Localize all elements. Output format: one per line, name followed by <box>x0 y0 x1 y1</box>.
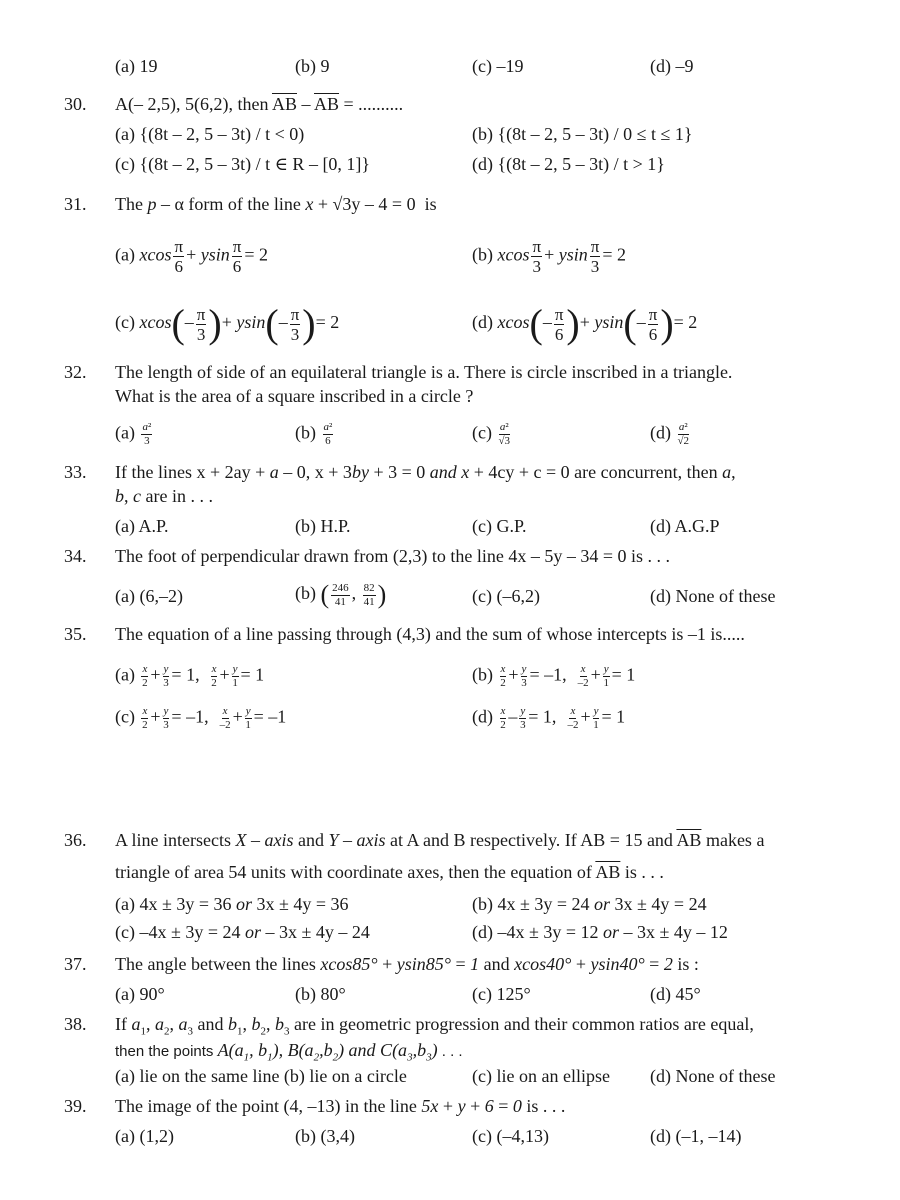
q38-question-line2: then the points $A(a_1$, $b_1$), $B(a_2,b_2)$ and $C(a_3,b_3)$ . . . <box>115 1040 463 1064</box>
q32-option-c: (c) $\frac{\text{a²}}{√3}$ <box>472 421 511 447</box>
q39-option-c: (c) (–4,13) <box>472 1126 549 1146</box>
q29-option-a: (a) 19 <box>115 56 158 76</box>
q31-number: 31. <box>64 194 87 214</box>
q32-option-d: (d) $\frac{\text{a²}}{√2}$ <box>650 421 690 447</box>
q34-number: 34. <box>64 546 87 566</box>
q38-option-c: (c) lie on an ellipse <box>472 1066 610 1086</box>
q36-option-c: (c) –4x ± 3y = 24 or – 3x ± 4y – 24 <box>115 922 370 942</box>
q34-option-b: (b) ( $\frac{246}{41}$ , $\frac{82}{41}$ ) <box>295 580 387 609</box>
q33-number: 33. <box>64 462 87 482</box>
q37-question-text: The angle between the lines xcos85° + ysin85° = 1 and xcos40° + ysin40° = 2 is : <box>115 954 699 974</box>
q36-question-line1: A line intersects X – axis and Y – axis at A and B respectively. If AB = 15 and $\overline{AB}$ makes a <box>115 830 765 850</box>
q31-option-d: (d) xcos(– $\frac{\pi}{6}$ )+ ysin(– $\frac{\pi}{6}$ )= 2 <box>472 301 698 346</box>
q32-number: 32. <box>64 362 87 382</box>
q30-option-c: (c) {(8t – 2, 5 – 3t) / t ∈ R – [0, 1]} <box>115 154 371 174</box>
q29-option-d: (d) –9 <box>650 56 694 76</box>
q33-option-b: (b) H.P. <box>295 516 351 536</box>
q38-question-line1: If $a_1$, $a_2$, $a_3$ and $b_1$, $b_2$, $b_3$ are in geometric progression and their common ratios are equal, <box>115 1014 754 1038</box>
q38-option-d: (d) None of these <box>650 1066 776 1086</box>
q34-option-c: (c) (–6,2) <box>472 586 540 606</box>
q32-question-line2: What is the area of a square inscribed in a circle ? <box>115 386 474 406</box>
q35-option-c: (c) $\frac{x}{2}$ + $\frac{y}{3}$ = –1, $\frac{x}{-2}$ + $\frac{y}{1}$ = –1 <box>115 705 287 731</box>
q35-number: 35. <box>64 624 87 644</box>
q39-option-d: (d) (–1, –14) <box>650 1126 742 1146</box>
q32-question-line1: The length of side of an equilateral triangle is a. There is circle inscribed in a triangle. <box>115 362 733 382</box>
q31-option-b: (b) xcos $\frac{\pi}{3}$ + ysin $\frac{\pi}{3}$ = 2 <box>472 237 626 276</box>
q38-option-a: (a) lie on the same line (b) lie on a circle <box>115 1066 407 1086</box>
q39-question-text: The image of the point (4, –13) in the line 5x + y + 6 = 0 is . . . <box>115 1096 566 1116</box>
q36-option-a: (a) 4x ± 3y = 36 or 3x ± 4y = 36 <box>115 894 349 914</box>
q32-option-b: (b) $\frac{\text{a²}}{6}$ <box>295 421 333 447</box>
q30-number: 30. <box>64 94 87 114</box>
q34-option-a: (a) (6,–2) <box>115 586 183 606</box>
q36-option-b: (b) 4x ± 3y = 24 or 3x ± 4y = 24 <box>472 894 707 914</box>
q30-option-d: (d) {(8t – 2, 5 – 3t) / t > 1} <box>472 154 665 174</box>
q35-option-a: (a) $\frac{x}{2}$ + $\frac{y}{3}$ = 1, $\frac{x}{2}$ + $\frac{y}{1}$ = 1 <box>115 663 265 689</box>
q29-option-c: (c) –19 <box>472 56 524 76</box>
q31-option-a: (a) xcos $\frac{\pi}{6}$ + ysin $\frac{\pi}{6}$ = 2 <box>115 237 268 276</box>
q35-option-b: (b) $\frac{x}{2}$ + $\frac{y}{3}$ = –1, $\frac{x}{-2}$ + $\frac{y}{1}$ = 1 <box>472 663 636 689</box>
q30-option-b: (b) {(8t – 2, 5 – 3t) / 0 ≤ t ≤ 1} <box>472 124 693 144</box>
q39-number: 39. <box>64 1096 87 1116</box>
q37-option-a: (a) 90° <box>115 984 165 1004</box>
q37-option-d: (d) 45° <box>650 984 701 1004</box>
q32-option-a: (a) $\frac{\text{a²}}{3}$ <box>115 421 152 447</box>
q33-option-a: (a) A.P. <box>115 516 169 536</box>
q34-question-text: The foot of perpendicular drawn from (2,3) to the line 4x – 5y – 34 = 0 is . . . <box>115 546 671 566</box>
q35-question-text: The equation of a line passing through (4,3) and the sum of whose intercepts is –1 is..... <box>115 624 745 644</box>
q33-question-line1: If the lines x + 2ay + a – 0, x + 3by + 3 = 0 and x + 4cy + c = 0 are concurrent, then a, <box>115 462 736 482</box>
q37-number: 37. <box>64 954 87 974</box>
q30-option-a: (a) {(8t – 2, 5 – 3t) / t < 0) <box>115 124 305 144</box>
q29-option-b: (b) 9 <box>295 56 330 76</box>
q37-option-b: (b) 80° <box>295 984 346 1004</box>
q35-option-d: (d) $\frac{x}{2}$ – $\frac{y}{3}$ = 1, $\frac{x}{-2}$ + $\frac{y}{1}$ = 1 <box>472 705 626 731</box>
q33-option-d: (d) A.G.P <box>650 516 720 536</box>
q37-option-c: (c) 125° <box>472 984 531 1004</box>
q39-option-b: (b) (3,4) <box>295 1126 355 1146</box>
q36-question-line2: triangle of area 54 units with coordinate axes, then the equation of $\overline{AB}$ is . . . <box>115 862 664 882</box>
q33-option-c: (c) G.P. <box>472 516 527 536</box>
q39-option-a: (a) (1,2) <box>115 1126 174 1146</box>
q36-option-d: (d) –4x ± 3y = 12 or – 3x ± 4y – 12 <box>472 922 728 942</box>
q30-question-text: A(– 2,5), 5(6,2), then $\overline{AB} - \overline{AB}$ = .......... <box>115 94 404 114</box>
q31-option-c: (c) xcos(– $\frac{\pi}{3}$ )+ ysin(– $\frac{\pi}{3}$ )= 2 <box>115 301 340 346</box>
q33-question-line2: b, c are in . . . <box>115 486 213 506</box>
q34-option-d: (d) None of these <box>650 586 776 606</box>
q31-question-text: The p – α form of the line x + √3y – 4 = 0 is <box>115 194 437 214</box>
q36-number: 36. <box>64 830 87 850</box>
q38-number: 38. <box>64 1014 87 1034</box>
